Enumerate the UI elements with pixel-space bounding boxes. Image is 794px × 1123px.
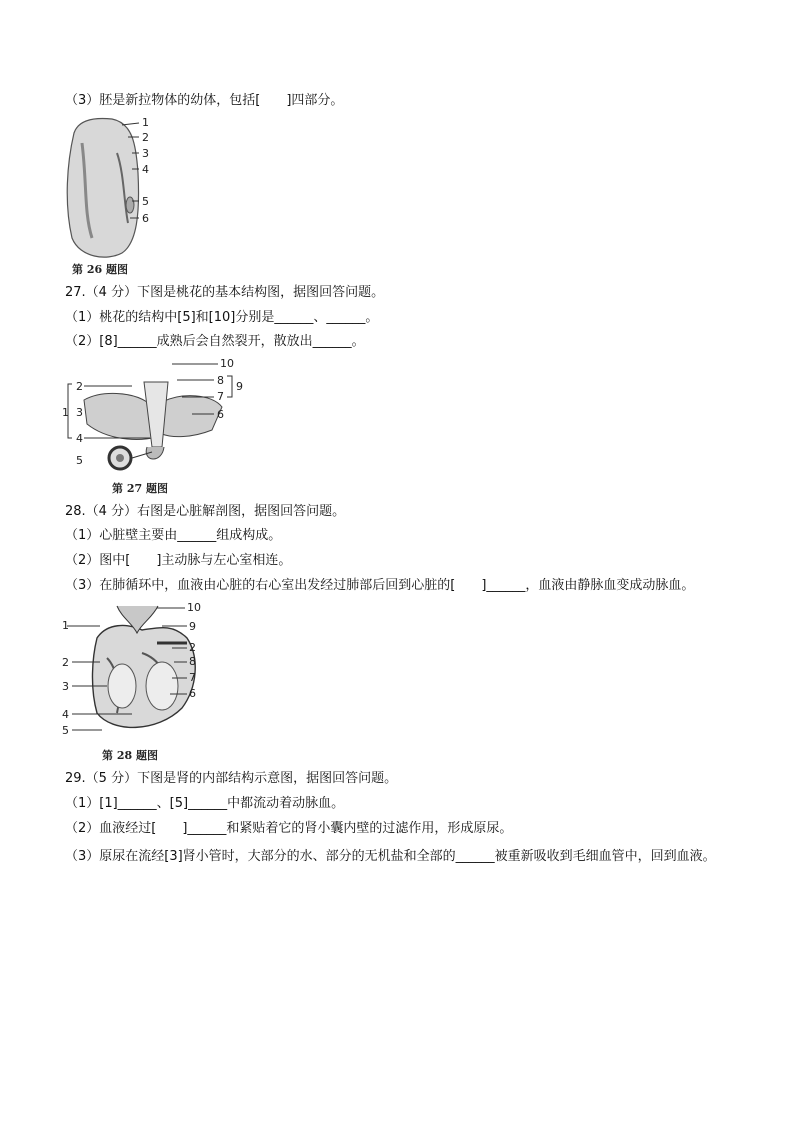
fig26-caption: 第 26 题图 xyxy=(72,263,128,276)
embryo-outline xyxy=(67,119,138,258)
q27-item-1: （1）桃花的结构中[5]和[10]分别是______、______。 xyxy=(65,310,379,325)
fig27-label-2: 2 xyxy=(76,380,83,393)
heart-outline xyxy=(92,625,195,727)
fig27-label-3: 3 xyxy=(76,406,83,419)
fig28-label-3: 3 xyxy=(62,680,69,693)
q29-item-2: （2）血液经过[ ]______和紧贴着它的肾小囊内壁的过滤作用，形成原尿。 xyxy=(65,821,513,836)
fig28-label-10: 10 xyxy=(187,601,201,614)
fig27-label-7: 7 xyxy=(217,390,224,403)
fig26-label-1: 1 xyxy=(142,116,149,129)
q29-title: 29.（5 分）下图是肾的内部结构示意图，据图回答问题。 xyxy=(65,771,398,786)
fig28-label-7: 7 xyxy=(189,671,196,684)
fig27-label-5: 5 xyxy=(76,454,83,467)
q28-item-2: （2）图中[ ]主动脉与左心室相连。 xyxy=(65,553,292,568)
fig27-label-1: 1 xyxy=(62,406,69,419)
q29-item-1: （1）[1]______、[5]______中都流动着动脉血。 xyxy=(65,796,345,811)
fig26-label-3: 3 xyxy=(142,147,149,160)
figure-26 xyxy=(62,113,192,278)
q28-item-1: （1）心脏壁主要由______组成构成。 xyxy=(65,528,282,543)
fig27-label-4: 4 xyxy=(76,432,83,445)
fig28-caption: 第 28 题图 xyxy=(102,749,158,762)
fig26-label-4: 4 xyxy=(142,163,149,176)
figure-27 xyxy=(62,352,252,500)
fig27-label-10: 10 xyxy=(220,357,234,370)
figure-28 xyxy=(62,598,212,766)
q28-item-3: （3）在肺循环中，血液由心脏的右心室出发经过肺部后回到心脏的[ ]______，血液由静脉血变成动脉血。 xyxy=(65,578,695,593)
fig28-label-5: 5 xyxy=(62,724,69,737)
fig28-label-2-right: 2 xyxy=(189,641,196,654)
fig28-label-9: 9 xyxy=(189,620,196,633)
q29-item-3: （3）原尿在流经[3]肾小管时，大部分的水、部分的无机盐和全部的______被重新吸收到毛细血管中，回到血液。 xyxy=(65,849,716,864)
fig27-label-6: 6 xyxy=(217,408,224,421)
fig28-label-1: 1 xyxy=(62,619,69,632)
fig26-label-5: 5 xyxy=(142,195,149,208)
q27-title: 27.（4 分）下图是桃花的基本结构图，据图回答问题。 xyxy=(65,285,385,300)
q26-item-3: （3）胚是新拉物体的幼体，包括[ ]四部分。 xyxy=(65,93,344,108)
fig28-label-8: 8 xyxy=(189,655,196,668)
fig27-label-8: 8 xyxy=(217,374,224,387)
q28-title: 28.（4 分）右图是心脏解剖图，据图回答问题。 xyxy=(65,504,346,519)
fig28-label-6: 6 xyxy=(189,687,196,700)
fig27-caption: 第 27 题图 xyxy=(112,482,168,495)
fig26-label-6: 6 xyxy=(142,212,149,225)
fig26-label-2: 2 xyxy=(142,131,149,144)
fig28-label-4: 4 xyxy=(62,708,69,721)
fig27-label-9: 9 xyxy=(236,380,243,393)
fig28-label-2-left: 2 xyxy=(62,656,69,669)
q27-item-2: （2）[8]______成熟后会自然裂开，散放出______。 xyxy=(65,334,365,349)
